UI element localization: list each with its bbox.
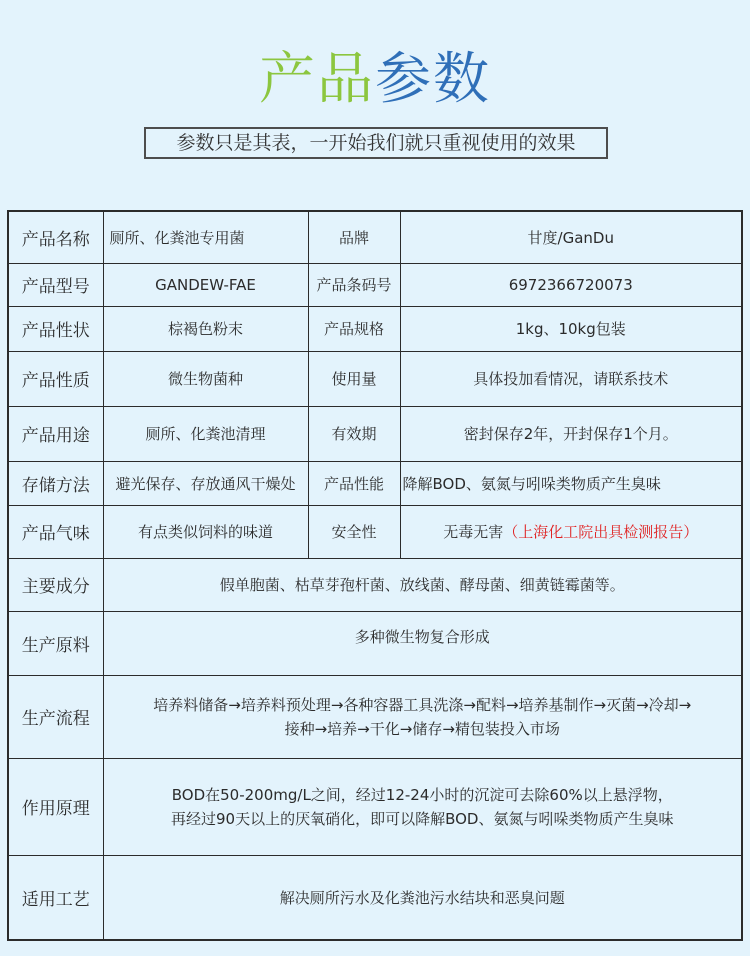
table-row [8,263,742,306]
row-label: 生产原料 [8,611,103,675]
table-row [8,461,742,505]
row-value: 假单胞菌、枯草芽孢杆菌、放线菌、酵母菌、细黄链霉菌等。 [103,558,742,611]
row-value: 棕褐色粉末 [103,306,308,351]
row-label: 作用原理 [8,758,103,855]
principle-line-2: 再经过90天以上的厌氧硝化，即可以降解BOD、氨氮与吲哚类物质产生臭味 [171,809,674,828]
process-line-2: 接种→培养→干化→储存→精包装投入市场 [284,719,560,738]
table-row [8,211,742,263]
table-row [8,758,742,855]
row-value: 厕所、化粪池专用菌 [103,211,308,263]
row-value: 有点类似饲料的味道 [103,505,308,558]
row-value: 具体投加看情况，请联系技术 [400,351,742,406]
table-row [8,406,742,461]
row-value: GANDEW-FAE [103,263,308,306]
table-row [8,505,742,558]
title-part-green: 产品 [259,47,375,112]
row-label: 产品用途 [8,406,103,461]
row-label: 存储方法 [8,461,103,505]
row-label: 产品性状 [8,306,103,351]
test-report-note: （上海化工院出具检测报告） [503,523,699,541]
row-value: 微生物菌种 [103,351,308,406]
row-label: 主要成分 [8,558,103,611]
table-row [8,611,742,675]
row-label: 适用工艺 [8,855,103,940]
row-label: 产品气味 [8,505,103,558]
row-label: 产品性能 [308,461,400,505]
table-row [8,855,742,940]
row-value: 解决厕所污水及化粪池污水结块和恶臭问题 [103,855,742,940]
row-label: 生产流程 [8,675,103,758]
row-value-with-note [400,505,742,558]
safety-value: 无毒无害 [443,523,504,541]
row-value: 避光保存、存放通风干燥处 [103,461,308,505]
row-label: 使用量 [308,351,400,406]
table-row [8,306,742,351]
row-value: 厕所、化粪池清理 [103,406,308,461]
row-label: 有效期 [308,406,400,461]
row-value: 多种微生物复合形成 [103,611,742,675]
page-title [0,40,750,120]
principle-line-1: BOD在50-200mg/L之间，经过12-24小时的沉淀可去除60%以上悬浮物， [171,785,673,804]
row-value: 1kg、10kg包装 [400,306,742,351]
row-label: 品牌 [308,211,400,263]
row-label: 产品型号 [8,263,103,306]
row-value: 6972366720073 [400,263,742,306]
row-label: 产品性质 [8,351,103,406]
row-value: 密封保存2年，开封保存1个月。 [400,406,742,461]
table-row [8,675,742,758]
spec-table [7,210,743,941]
row-label: 产品名称 [8,211,103,263]
row-value [103,758,742,855]
subtitle-banner: 参数只是其表，一开始我们就只重视使用的效果 [144,127,608,159]
row-value: 甘度/GanDu [400,211,742,263]
row-label: 安全性 [308,505,400,558]
row-value: 降解BOD、氨氮与吲哚类物质产生臭味 [400,461,742,505]
table-row [8,558,742,611]
row-label: 产品规格 [308,306,400,351]
title-part-blue: 参数 [375,47,491,112]
process-line-1: 培养料储备→培养料预处理→各种容器工具洗涤→配料→培养基制作→灭菌→冷却→ [153,695,692,714]
table-row [8,351,742,406]
row-value [103,675,742,758]
row-label: 产品条码号 [308,263,400,306]
